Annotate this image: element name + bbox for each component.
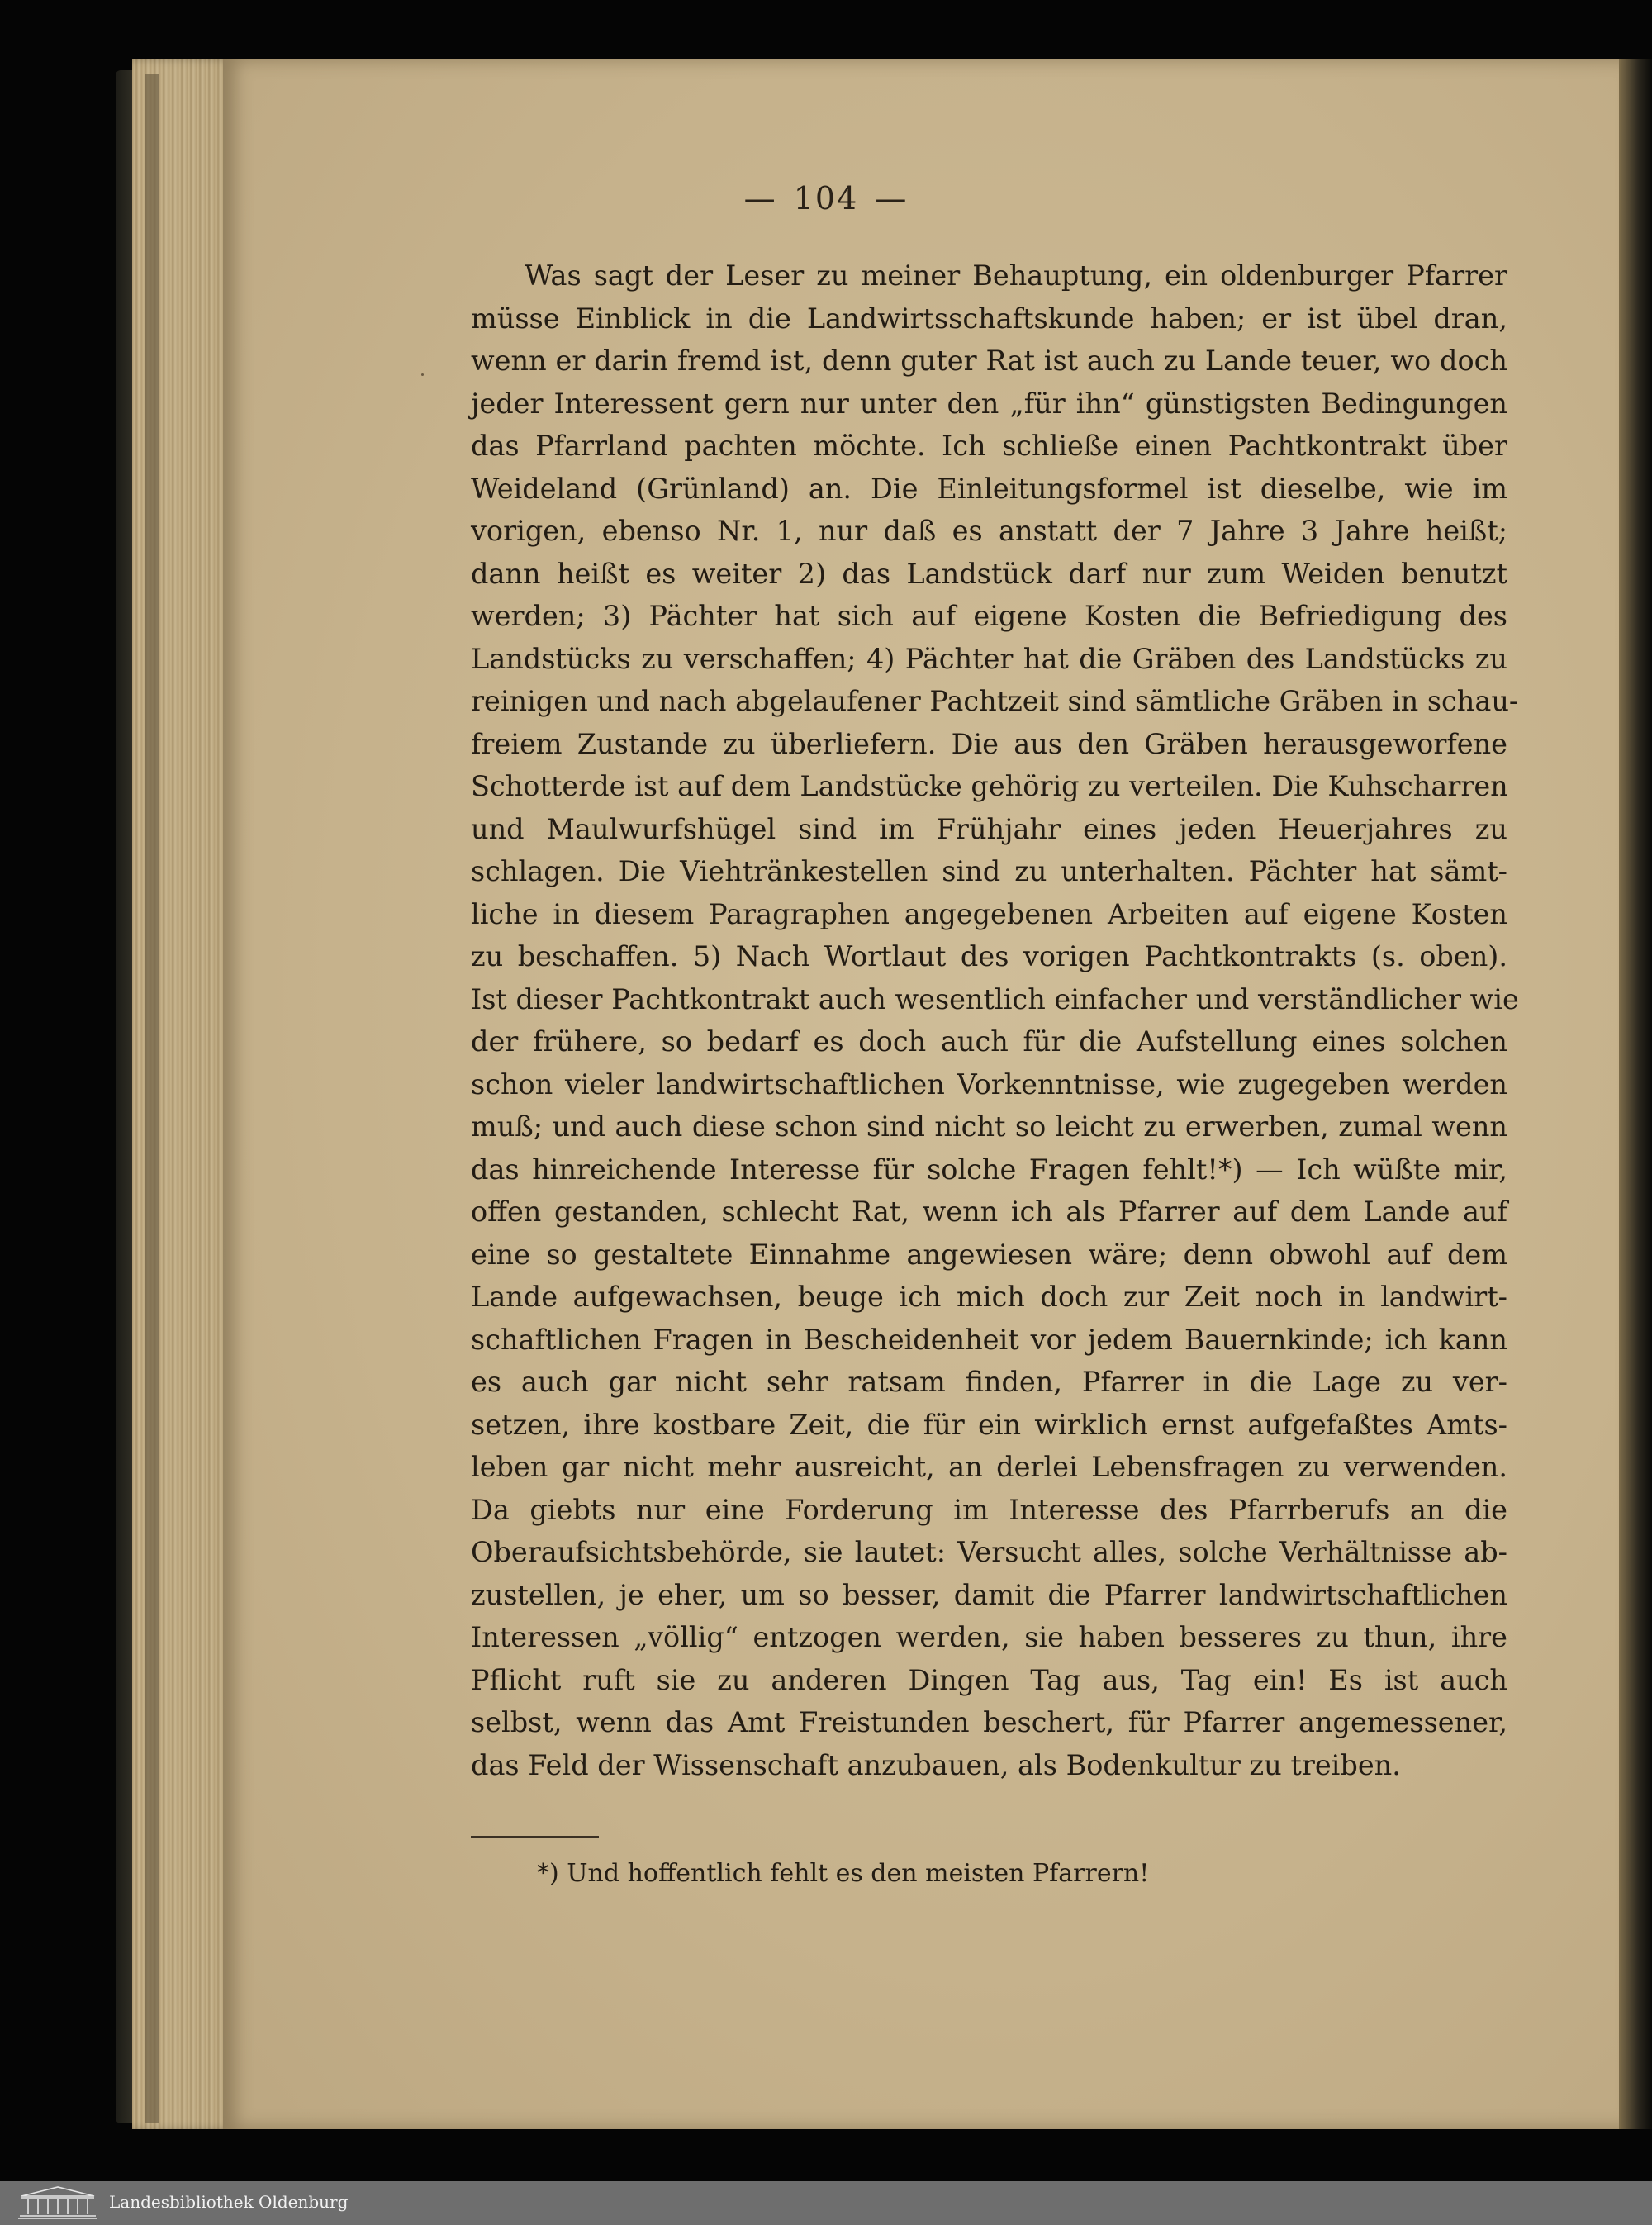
page-number: [0, 180, 1652, 216]
text-line: reinigen und nach abgelaufener Pachtzeit sind sämtliche Gräben in schau-: [471, 685, 1519, 717]
library-banner: [0, 2181, 1652, 2225]
page-number-dash-right: —: [875, 180, 909, 216]
text-line: schaftlichen Fragen in Bescheidenheit vor jedem Bauernkinde; ich kann: [471, 1323, 1507, 1356]
footnote-divider: [471, 1836, 599, 1838]
text-line: und Maulwurfshügel sind im Frühjahr eines jeden Heuerjahres zu: [471, 812, 1507, 845]
text-line: muß; und auch diese schon sind nicht so leicht zu erwerben, zumal wenn: [471, 1110, 1507, 1143]
page-number-dash-left: —: [743, 180, 777, 216]
text-line: liche in diesem Paragraphen angegebenen Arbeiten auf eigene Kosten: [471, 897, 1507, 930]
text-line: Was sagt der Leser zu meiner Behauptung, ein oldenburger Pfarrer: [525, 259, 1507, 292]
text-line: das Feld der Wissenschaft anzubauen, als Bodenkultur zu treiben.: [471, 1748, 1401, 1781]
text-line: wenn er darin fremd ist, denn guter Rat ist auch zu Lande teuer, wo doch: [471, 345, 1507, 377]
text-line: freiem Zustande zu überliefern. Die aus den Gräben herausgeworfene: [471, 727, 1507, 760]
text-line: schon vieler landwirtschaftlichen Vorkenntnisse, wie zugegeben werden: [471, 1067, 1507, 1101]
text-line: dann heißt es weiter 2) das Landstück darf nur zum Weiden benutzt: [471, 557, 1507, 590]
text-line: Pflicht ruft sie zu anderen Dingen Tag aus, Tag ein! Es ist auch: [471, 1663, 1507, 1696]
text-line: Da giebts nur eine Forderung im Interesse des Pfarrberufs an die: [471, 1493, 1507, 1526]
text-line: Oberaufsichtsbehörde, sie lautet: Versucht alles, solche Verhältnisse ab-: [471, 1536, 1507, 1568]
stray-ink-mark: [421, 373, 424, 376]
text-line: vorigen, ebenso Nr. 1, nur daß es anstatt der 7 Jahre 3 Jahre heißt;: [471, 515, 1507, 547]
text-line: das Pfarrland pachten möchte. Ich schließe einen Pachtkontrakt über: [471, 430, 1507, 462]
body-paragraph: [471, 254, 1519, 1786]
text-line: der frühere, so bedarf es doch auch für die Aufstellung eines solchen: [471, 1025, 1507, 1058]
text-line: zu beschaffen. 5) Nach Wortlaut des vorigen Pachtkontrakts (s. oben).: [471, 940, 1507, 972]
text-line: werden; 3) Pächter hat sich auf eigene Kosten die Befriedigung des: [471, 600, 1507, 632]
text-line: Weideland (Grünland) an. Die Einleitungsformel ist dieselbe, wie im: [471, 472, 1507, 505]
text-line: leben gar nicht mehr ausreicht, an derlei Lebensfragen zu verwenden.: [471, 1451, 1507, 1483]
text-line: müsse Einblick in die Landwirtsschaftskunde haben; er ist übel dran,: [471, 302, 1507, 335]
text-line: das hinreichende Interesse für solche Fragen fehlt!*) — Ich wüßte mir,: [471, 1153, 1507, 1186]
right-page-edge: [1619, 59, 1652, 2129]
library-name: Landesbibliothek Oldenburg: [109, 2192, 349, 2212]
text-line: zustellen, je eher, um so besser, damit die Pfarrer landwirtschaftlichen: [471, 1578, 1507, 1611]
text-line: offen gestanden, schlecht Rat, wenn ich als Pfarrer auf dem Lande auf: [471, 1196, 1507, 1228]
text-line: jeder Interessent gern nur unter den „für ihn“ günstigsten Bedingungen: [471, 387, 1507, 420]
text-line: setzen, ihre kostbare Zeit, die für ein wirklich ernst aufgefaßtes Amts-: [471, 1408, 1507, 1441]
footnote: *) Und hoffentlich fehlt es den meisten Pfarrern!: [537, 1859, 1150, 1888]
page-number-value: 104: [793, 180, 859, 216]
text-line: Schotterde ist auf dem Landstücke gehörig zu verteilen. Die Kuhscharren: [471, 770, 1508, 802]
text-line: es auch gar nicht sehr ratsam finden, Pfarrer in die Lage zu ver-: [471, 1366, 1507, 1398]
text-line: selbst, wenn das Amt Freistunden beschert, für Pfarrer angemessener,: [471, 1706, 1507, 1738]
text-line: schlagen. Die Viehtränkestellen sind zu unterhalten. Pächter hat sämt-: [471, 855, 1507, 887]
library-building-icon: [17, 2185, 99, 2221]
text-line: Ist dieser Pachtkontrakt auch wesentlich einfacher und verständlicher wie: [471, 982, 1519, 1015]
text-line: Interessen „völlig“ entzogen werden, sie haben besseres zu thun, ihre: [471, 1621, 1507, 1653]
text-line: Lande aufgewachsen, beuge ich mich doch zur Zeit noch in landwirt-: [471, 1281, 1507, 1313]
text-line: Landstücks zu verschaffen; 4) Pächter hat die Gräben des Landstücks zu: [471, 642, 1507, 675]
text-line: eine so gestaltete Einnahme angewiesen wäre; denn obwohl auf dem: [471, 1238, 1507, 1271]
page-edge-shadow: [145, 74, 159, 2123]
